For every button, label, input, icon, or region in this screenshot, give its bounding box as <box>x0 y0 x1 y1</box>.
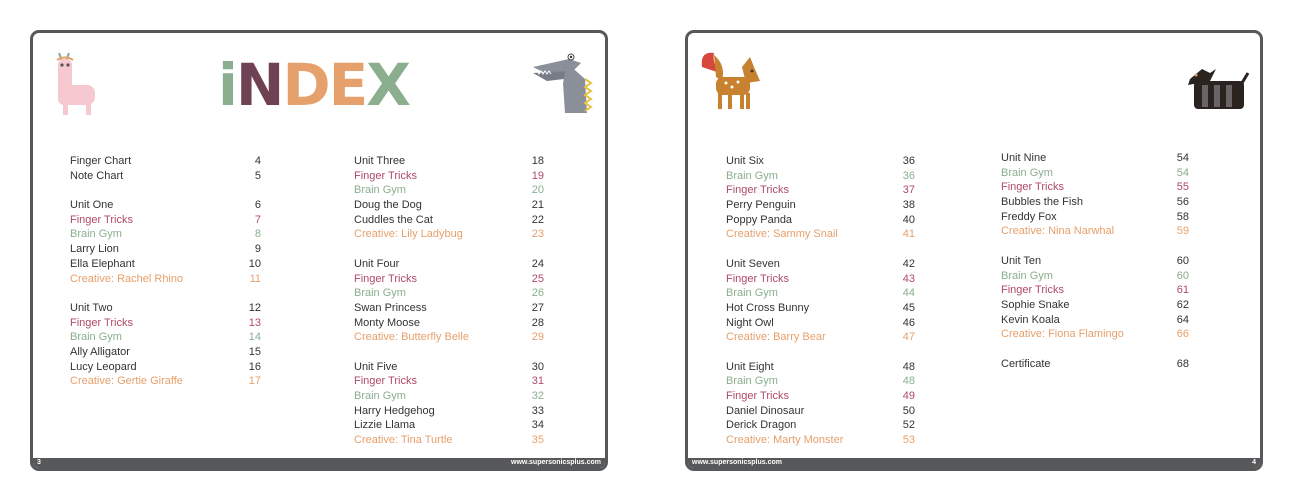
index-entry <box>1001 254 1189 269</box>
entry-page-number: 15 <box>248 345 261 358</box>
entry-page-number: 40 <box>902 213 915 226</box>
entry-title: Finger Tricks <box>1001 181 1064 194</box>
entry-title: Creative: Nina Narwhal <box>1001 225 1115 238</box>
entry-title: Swan Princess <box>354 301 427 314</box>
entry-title: Brain Gym <box>354 390 406 402</box>
llama-illustration <box>53 49 99 117</box>
entry-title: Brain Gym <box>726 375 778 388</box>
entry-title: Certificate <box>1001 357 1051 370</box>
index-entry <box>354 330 544 345</box>
entry-page-number: 11 <box>249 272 261 285</box>
index-entry <box>1001 166 1189 181</box>
entry-title: Brain Gym <box>1001 166 1053 179</box>
index-entry <box>726 198 915 213</box>
entry-page-number: 52 <box>902 419 915 432</box>
index-entry <box>354 227 544 242</box>
entry-title: Creative: Gertie Giraffe <box>70 375 183 388</box>
entry-page-number: 20 <box>531 184 544 197</box>
index-entry <box>726 330 915 345</box>
entry-title: Cuddles the Cat <box>354 213 433 226</box>
entry-title: Unit Six <box>726 155 764 167</box>
entry-title: Harry Hedgehog <box>354 404 435 417</box>
entry-title: Creative: Sammy Snail <box>726 228 838 241</box>
page-number: 4 <box>1252 459 1256 466</box>
index-column-1 <box>70 154 261 389</box>
entry-page-number: 28 <box>531 316 544 329</box>
index-entry <box>354 213 544 228</box>
index-entry <box>726 227 915 242</box>
index-entry <box>70 257 261 272</box>
entry-page-number: 48 <box>902 360 915 373</box>
index-entry <box>726 213 915 228</box>
index-entry <box>726 374 915 389</box>
entry-title: Brain Gym <box>354 287 406 300</box>
entry-title: Unit Two <box>70 301 113 314</box>
index-entry <box>726 272 915 287</box>
entry-title: Freddy Fox <box>1001 210 1057 223</box>
entry-page-number: 23 <box>531 228 544 241</box>
index-entry <box>726 418 915 433</box>
index-entry <box>70 345 261 360</box>
entry-page-number: 29 <box>531 331 544 344</box>
index-title <box>218 51 409 119</box>
entry-page-number: 4 <box>254 155 261 167</box>
entry-title: Unit Eight <box>726 360 774 373</box>
index-entry <box>354 404 544 419</box>
entry-title: Unit Four <box>354 257 400 270</box>
index-entry <box>726 257 915 272</box>
entry-page-number: 12 <box>248 301 261 314</box>
entry-page-number: 5 <box>254 169 261 182</box>
entry-title: Unit One <box>70 199 114 212</box>
fox-illustration <box>698 47 764 113</box>
entry-page-number: 22 <box>531 213 544 226</box>
dinosaur-illustration <box>529 53 601 117</box>
dog-illustration <box>1180 55 1250 115</box>
title-letter: E <box>328 51 367 119</box>
index-entry <box>70 301 261 316</box>
index-entry <box>726 154 915 169</box>
index-entry <box>354 360 544 375</box>
entry-title: Brain Gym <box>726 169 778 182</box>
index-entry <box>354 374 544 389</box>
entry-page-number: 34 <box>531 419 544 432</box>
page-footer <box>33 458 605 468</box>
page-footer <box>688 458 1260 468</box>
entry-title: Brain Gym <box>70 331 122 344</box>
entry-title: Monty Moose <box>354 316 421 329</box>
index-entry <box>726 316 915 331</box>
index-column-1 <box>726 154 915 448</box>
index-column-2 <box>1001 151 1189 371</box>
title-letter: i <box>218 51 236 119</box>
page-number: 3 <box>37 459 41 466</box>
entry-page-number: 33 <box>531 404 544 417</box>
entry-title: Finger Tricks <box>726 390 789 402</box>
entry-title: Brain Gym <box>1001 269 1053 282</box>
entry-page-number: 47 <box>902 331 915 344</box>
entry-title: Unit Three <box>354 155 406 167</box>
index-entry <box>1001 313 1189 328</box>
index-page-right <box>685 30 1263 471</box>
entry-page-number: 58 <box>1176 210 1189 223</box>
entry-title: Finger Tricks <box>1001 284 1064 297</box>
index-entry <box>1001 195 1189 210</box>
entry-page-number: 60 <box>1176 254 1189 267</box>
entry-title: Finger Tricks <box>354 375 417 388</box>
title-letter: X <box>366 51 409 119</box>
entry-page-number: 64 <box>1176 313 1189 326</box>
index-entry <box>354 316 544 331</box>
entry-title: Creative: Butterfly Belle <box>354 331 469 344</box>
entry-title: Creative: Marty Monster <box>726 434 844 447</box>
entry-title: Bubbles the Fish <box>1001 196 1083 209</box>
entry-page-number: 48 <box>902 375 915 388</box>
index-entry <box>354 198 544 213</box>
entry-page-number: 10 <box>248 257 261 270</box>
entry-title: Poppy Panda <box>726 213 793 226</box>
entry-page-number: 56 <box>1176 196 1189 209</box>
index-entry <box>726 404 915 419</box>
website-link[interactable]: www.supersonicsplus.com <box>692 459 782 466</box>
entry-title: Sophie Snake <box>1001 298 1070 311</box>
entry-title: Lucy Leopard <box>70 360 137 373</box>
entry-title: Brain Gym <box>726 287 778 300</box>
index-entry <box>726 360 915 375</box>
entry-title: Unit Seven <box>726 257 780 270</box>
entry-title: Finger Tricks <box>70 316 133 329</box>
index-entry <box>1001 180 1189 195</box>
entry-title: Note Chart <box>70 169 124 182</box>
index-entry <box>354 169 544 184</box>
entry-page-number: 68 <box>1176 357 1189 370</box>
entry-page-number: 26 <box>531 287 544 300</box>
entry-page-number: 18 <box>531 155 544 167</box>
entry-page-number: 24 <box>531 257 544 270</box>
entry-page-number: 54 <box>1176 152 1189 164</box>
entry-page-number: 66 <box>1176 328 1189 341</box>
entry-page-number: 38 <box>902 199 915 212</box>
index-entry <box>1001 210 1189 225</box>
index-entry <box>726 389 915 404</box>
index-entry <box>70 242 261 257</box>
title-letter: D <box>282 51 329 119</box>
entry-page-number: 16 <box>248 360 261 373</box>
entry-title: Creative: Fiona Flamingo <box>1001 328 1124 341</box>
title-letter: N <box>235 51 283 119</box>
entry-title: Unit Five <box>354 360 398 373</box>
entry-page-number: 42 <box>902 257 915 270</box>
entry-title: Finger Tricks <box>354 169 417 182</box>
entry-title: Larry Lion <box>70 243 119 256</box>
entry-title: Doug the Dog <box>354 199 422 212</box>
entry-title: Derick Dragon <box>726 419 797 432</box>
index-entry <box>70 154 261 169</box>
entry-page-number: 36 <box>902 169 915 182</box>
entry-title: Finger Tricks <box>726 184 789 197</box>
entry-title: Finger Tricks <box>70 213 133 226</box>
entry-page-number: 14 <box>248 331 261 344</box>
entry-page-number: 41 <box>902 228 915 241</box>
entry-title: Creative: Tina Turtle <box>354 434 453 447</box>
entry-title: Brain Gym <box>70 228 122 241</box>
entry-page-number: 8 <box>254 228 261 241</box>
entry-page-number: 13 <box>248 316 261 329</box>
entry-title: Hot Cross Bunny <box>726 301 810 314</box>
entry-title: Creative: Rachel Rhino <box>70 272 184 285</box>
entry-page-number: 17 <box>248 375 261 388</box>
index-entry <box>726 433 915 448</box>
entry-page-number: 53 <box>902 434 915 447</box>
index-entry <box>354 286 544 301</box>
index-page-left <box>30 30 608 471</box>
index-entry <box>726 183 915 198</box>
entry-page-number: 36 <box>902 155 915 167</box>
entry-title: Creative: Lily Ladybug <box>354 228 463 241</box>
index-entry <box>70 272 261 287</box>
entry-title: Brain Gym <box>354 184 406 197</box>
index-entry <box>70 198 261 213</box>
index-entry <box>354 154 544 169</box>
entry-page-number: 61 <box>1176 284 1189 297</box>
entry-title: Creative: Barry Bear <box>726 331 826 344</box>
index-entry <box>70 330 261 345</box>
entry-title: Perry Penguin <box>726 199 796 212</box>
index-entry <box>726 286 915 301</box>
index-entry <box>1001 357 1189 372</box>
index-entry <box>1001 283 1189 298</box>
entry-page-number: 37 <box>902 184 915 197</box>
entry-page-number: 30 <box>531 360 544 373</box>
index-entry <box>354 301 544 316</box>
entry-title: Ally Alligator <box>70 345 130 358</box>
index-entry <box>1001 224 1189 239</box>
entry-title: Kevin Koala <box>1001 313 1060 326</box>
entry-page-number: 54 <box>1176 166 1189 179</box>
entry-page-number: 27 <box>531 301 544 314</box>
entry-page-number: 46 <box>902 316 915 329</box>
entry-title: Unit Nine <box>1001 152 1047 164</box>
index-entry <box>726 169 915 184</box>
entry-page-number: 6 <box>254 199 261 212</box>
entry-title: Finger Chart <box>70 155 132 167</box>
index-entry <box>726 301 915 316</box>
entry-title: Night Owl <box>726 316 774 329</box>
index-entry <box>354 257 544 272</box>
entry-page-number: 50 <box>902 404 915 417</box>
entry-page-number: 49 <box>902 390 915 402</box>
index-column-2 <box>354 154 544 448</box>
index-entry <box>354 433 544 448</box>
index-entry <box>70 213 261 228</box>
entry-page-number: 43 <box>902 272 915 285</box>
entry-page-number: 25 <box>531 272 544 285</box>
entry-page-number: 19 <box>531 169 544 182</box>
entry-title: Finger Tricks <box>726 272 789 285</box>
index-entry <box>354 272 544 287</box>
entry-title: Unit Ten <box>1001 254 1042 267</box>
index-entry <box>1001 269 1189 284</box>
entry-page-number: 44 <box>902 287 915 300</box>
entry-page-number: 62 <box>1176 298 1189 311</box>
entry-page-number: 32 <box>531 390 544 402</box>
index-entry <box>354 418 544 433</box>
entry-page-number: 9 <box>254 243 261 256</box>
entry-page-number: 21 <box>531 199 544 212</box>
index-entry <box>70 360 261 375</box>
website-link[interactable]: www.supersonicsplus.com <box>511 459 601 466</box>
entry-title: Finger Tricks <box>354 272 417 285</box>
entry-page-number: 59 <box>1176 225 1189 238</box>
index-entry <box>354 389 544 404</box>
index-entry <box>1001 298 1189 313</box>
index-entry <box>70 374 261 389</box>
entry-title: Daniel Dinosaur <box>726 404 805 417</box>
entry-title: Ella Elephant <box>70 257 135 270</box>
entry-page-number: 45 <box>902 301 915 314</box>
entry-page-number: 35 <box>531 434 544 447</box>
entry-page-number: 55 <box>1176 181 1189 194</box>
entry-title: Lizzie Llama <box>354 419 416 432</box>
index-entry <box>1001 327 1189 342</box>
index-entry <box>70 316 261 331</box>
index-entry <box>70 227 261 242</box>
index-entry <box>354 183 544 198</box>
index-entry <box>70 169 261 184</box>
entry-page-number: 60 <box>1176 269 1189 282</box>
entry-page-number: 31 <box>531 375 544 388</box>
index-entry <box>1001 151 1189 166</box>
entry-page-number: 7 <box>254 213 261 226</box>
